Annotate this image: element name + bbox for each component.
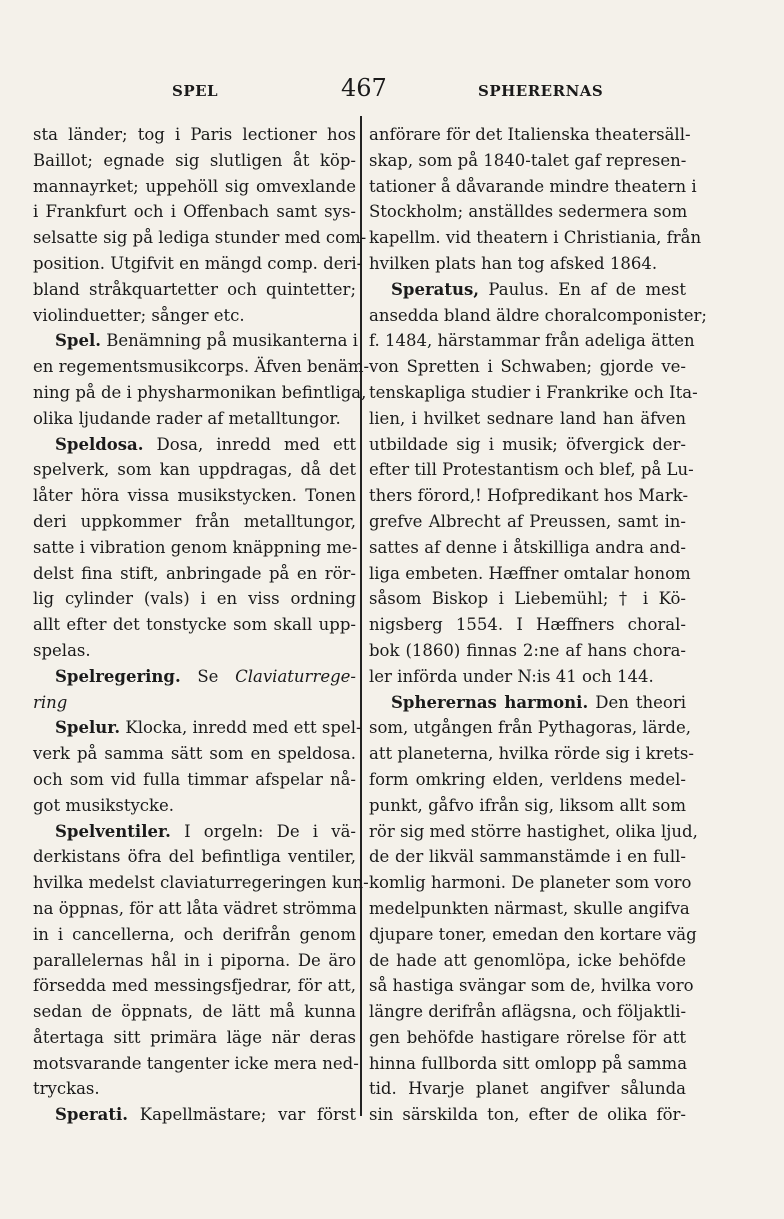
text-line — [33, 380, 367, 406]
text-line — [33, 638, 356, 664]
text-line — [33, 174, 356, 200]
text-line — [33, 999, 356, 1025]
line-text: satte i vibration genom knäppning me- — [33, 537, 358, 557]
line-text: Stockholm; anställdes sedermera som — [369, 202, 688, 222]
line-text: form omkring elden, verldens medel- — [369, 769, 686, 789]
line-text: hinna fullborda sitt omlopp på samma — [369, 1053, 688, 1073]
line-text: sattes af denne i åtskilliga andra and- — [369, 537, 686, 557]
right-column — [369, 122, 707, 1128]
text-line — [369, 1102, 686, 1128]
text-line — [369, 690, 686, 716]
line-text: got musikstycke. — [33, 795, 175, 815]
text-line — [33, 199, 356, 225]
line-text: de hade att genomlöpa, icke behöfde — [369, 950, 686, 970]
text-line — [33, 483, 356, 509]
text-line — [369, 122, 691, 148]
line-text: de der likväl sammanstämde i en full- — [369, 847, 686, 867]
line-text: violinduetter; sånger etc. — [33, 305, 245, 325]
line-text: derkistans öfra del befintliga ventiler, — [33, 847, 356, 867]
text-line — [33, 896, 356, 922]
text-line — [33, 715, 362, 741]
line-text: hvilka medelst claviaturregeringen kun- — [33, 873, 369, 893]
text-line — [369, 225, 702, 251]
line-text: Klocka, inredd med ett spel- — [120, 718, 362, 738]
line-text: lien, i hvilket sednare land han äfven — [369, 408, 686, 428]
text-line — [369, 406, 686, 432]
line-text: Benämning på musikanterna i — [100, 331, 358, 351]
text-line — [33, 328, 356, 354]
text-line — [33, 148, 356, 174]
line-text: tationer å dåvarande mindre theatern i — [369, 176, 697, 196]
entry-headword: Spherernas harmoni. — [391, 692, 589, 712]
line-text: f. 1484, härstammar från adeliga ätten — [369, 331, 695, 351]
entry-headword: Sperati. — [55, 1105, 128, 1125]
text-line — [369, 380, 698, 406]
line-text: sedan de öppnats, de lätt må kunna — [33, 1002, 356, 1022]
text-line — [369, 303, 707, 329]
text-line — [369, 148, 686, 174]
text-line — [33, 922, 356, 948]
line-text: återtaga sitt primära läge när deras — [33, 1027, 356, 1047]
text-line — [369, 767, 686, 793]
entry-headword: Spel. — [55, 331, 101, 351]
line-text: delst fina stift, anbringade på en rör- — [33, 563, 356, 583]
line-text: Kapellmästare; var först — [127, 1105, 356, 1125]
line-text: ning på de i physharmonikan befintliga, — [33, 382, 367, 402]
text-line — [33, 1025, 356, 1051]
text-line — [33, 690, 356, 716]
line-text: spelas. — [33, 640, 91, 660]
line-text: bland stråkquartetter och quintetter; — [33, 279, 356, 299]
text-line — [33, 948, 356, 974]
text-line — [33, 535, 356, 561]
line-text: grefve Albrecht af Preussen, samt in- — [369, 511, 686, 531]
line-text: tenskapliga studier i Frankrike och Ita- — [369, 382, 698, 402]
right-running-head: SPHERERNAS — [478, 82, 604, 100]
text-line — [33, 509, 356, 535]
line-text: nigsberg 1554. I Hæffners choral- — [369, 615, 686, 635]
text-line — [369, 277, 686, 303]
line-text: hvilken plats han tog afsked 1864. — [369, 253, 658, 273]
entry-headword: Speratus, — [391, 279, 479, 299]
text-line — [369, 328, 695, 354]
text-line — [369, 664, 686, 690]
text-line — [369, 586, 686, 612]
line-text: anförare för det Italienska theatersäll- — [369, 125, 691, 144]
text-line — [369, 1076, 686, 1102]
text-line — [33, 1102, 356, 1128]
text-line — [33, 432, 356, 458]
text-line — [33, 767, 356, 793]
text-line — [369, 509, 686, 535]
text-line — [33, 844, 356, 870]
italic-reference: Claviaturrege- — [235, 666, 356, 686]
line-text: som, utgången från Pythagoras, lärde, — [369, 718, 691, 738]
page-number: 467 — [341, 74, 387, 102]
line-text: ansedda bland äldre choralcomponister; — [369, 305, 707, 325]
italic-reference: ring — [33, 692, 68, 712]
text-line — [369, 174, 697, 200]
text-line — [369, 741, 694, 767]
line-text: försedda med messingsfjedrar, för att, — [33, 976, 356, 996]
text-line — [33, 612, 356, 638]
line-text: deri uppkommer från metalltungor, — [33, 511, 356, 531]
text-line — [369, 948, 686, 974]
line-text: att planeterna, hvilka rörde sig i krets- — [369, 744, 694, 764]
text-line — [369, 535, 686, 561]
text-line — [369, 793, 686, 819]
text-line — [369, 612, 686, 638]
line-text: tid. Hvarje planet angifver sålunda — [369, 1079, 686, 1099]
text-line — [33, 819, 356, 845]
entry-headword: Spelur. — [55, 718, 121, 738]
line-text: utbildade sig i musik; öfvergick der- — [369, 434, 686, 454]
line-text: gen behöfde hastigare rörelse för att — [369, 1027, 686, 1047]
line-text: mannayrket; uppehöll sig omvexlande — [33, 176, 356, 196]
line-text: I orgeln: De i vä- — [170, 821, 356, 841]
text-line — [369, 1051, 686, 1077]
line-text: sta länder; tog i Paris lectioner hos — [33, 125, 356, 144]
line-text: såsom Biskop i Liebemühl; † i Kö- — [369, 589, 686, 609]
line-text: position. Utgifvit en mängd comp. deri- — [33, 253, 363, 273]
line-text: verk på samma sätt som en speldosa. — [33, 744, 356, 764]
text-line — [369, 819, 698, 845]
text-line — [33, 277, 356, 303]
line-text: punkt, gåfvo ifrån sig, liksom allt som — [369, 795, 686, 815]
line-text: komlig harmoni. De planeter som voro — [369, 873, 692, 893]
line-text: lig cylinder (vals) i en viss ordning — [33, 589, 356, 609]
line-text: i Frankfurt och i Offenbach samt sys- — [33, 202, 356, 222]
line-text: en regementsmusikcorps. Äfven benäm- — [33, 357, 370, 377]
line-text: spelverk, som kan uppdragas, då det — [33, 460, 356, 480]
text-line — [369, 638, 686, 664]
line-text: och som vid fulla timmar afspelar nå- — [33, 769, 356, 789]
line-text: efter till Protestantism och blef, på Lu- — [369, 460, 694, 480]
line-text: Baillot; egnade sig slutligen åt köp- — [33, 150, 356, 170]
text-line — [33, 741, 356, 767]
text-line — [33, 664, 356, 690]
line-text: längre derifrån aflägsna, och följaktli- — [369, 1002, 687, 1022]
text-line — [33, 225, 367, 251]
line-text: na öppnas, för att låta vädret strömma — [33, 898, 357, 918]
line-text: motsvarande tangenter icke mera ned- — [33, 1053, 359, 1073]
text-line — [369, 715, 691, 741]
text-line — [33, 354, 370, 380]
line-text: in i cancellerna, och derifrån genom — [33, 924, 356, 944]
line-text: rör sig med större hastighet, olika ljud, — [369, 821, 698, 841]
text-line — [33, 303, 356, 329]
line-text: låter höra vissa musikstycken. Tonen — [33, 486, 356, 506]
text-line — [33, 406, 356, 432]
line-text: ler införda under N:is 41 och 144. — [369, 666, 654, 686]
text-line — [369, 251, 686, 277]
text-line — [33, 1076, 356, 1102]
text-line — [369, 561, 691, 587]
text-line — [33, 1051, 359, 1077]
text-line — [369, 457, 694, 483]
text-line — [369, 483, 689, 509]
line-text: von Spretten i Schwaben; gjorde ve- — [369, 357, 686, 377]
text-line — [369, 999, 686, 1025]
text-line — [33, 973, 356, 999]
text-line — [369, 1025, 686, 1051]
left-column — [33, 122, 370, 1128]
text-line — [369, 922, 697, 948]
text-line — [33, 251, 363, 277]
line-text: sin särskilda ton, efter de olika för- — [369, 1105, 686, 1125]
entry-headword: Speldosa. — [55, 434, 144, 454]
line-text: olika ljudande rader af metalltungor. — [33, 408, 341, 428]
line-text: Den theori — [588, 692, 687, 712]
line-text: Paulus. En af de mest — [479, 279, 686, 299]
text-line — [33, 586, 356, 612]
text-line — [369, 844, 686, 870]
text-line — [369, 199, 686, 225]
text-line — [369, 870, 692, 896]
running-header — [0, 74, 784, 108]
text-line — [369, 432, 686, 458]
line-text: tryckas. — [33, 1079, 100, 1099]
text-line — [33, 457, 356, 483]
line-text: så hastiga svängar som de, hvilka voro — [369, 976, 694, 996]
line-text: allt efter det tonstycke som skall upp- — [33, 615, 356, 635]
line-text: liga embeten. Hæffner omtalar honom — [369, 563, 691, 583]
line-text: thers förord,! Hofpredikant hos Mark- — [369, 486, 689, 506]
text-line — [33, 122, 356, 148]
line-text: medelpunkten närmast, skulle angifva — [369, 898, 690, 918]
text-line — [33, 793, 356, 819]
text-line — [369, 973, 694, 999]
entry-headword: Spelventiler. — [55, 821, 171, 841]
line-text: selsatte sig på lediga stunder med com- — [33, 228, 367, 248]
text-line — [33, 561, 356, 587]
text-line — [33, 870, 369, 896]
line-text: bok (1860) finnas 2:ne af hans chora- — [369, 640, 686, 660]
line-text: skap, som på 1840-talet gaf represen- — [369, 150, 687, 170]
line-text: djupare toner, emedan den kortare väg — [369, 924, 697, 944]
text-line — [369, 896, 690, 922]
text-line — [369, 354, 686, 380]
line-text: Se — [180, 666, 236, 686]
line-text: kapellm. vid theatern i Christiania, från — [369, 228, 702, 248]
left-running-head: SPEL — [172, 82, 219, 100]
line-text: Dosa, inredd med ett — [143, 434, 356, 454]
entry-headword: Spelregering. — [55, 666, 181, 686]
line-text: parallelernas hål in i piporna. De äro — [33, 950, 356, 970]
